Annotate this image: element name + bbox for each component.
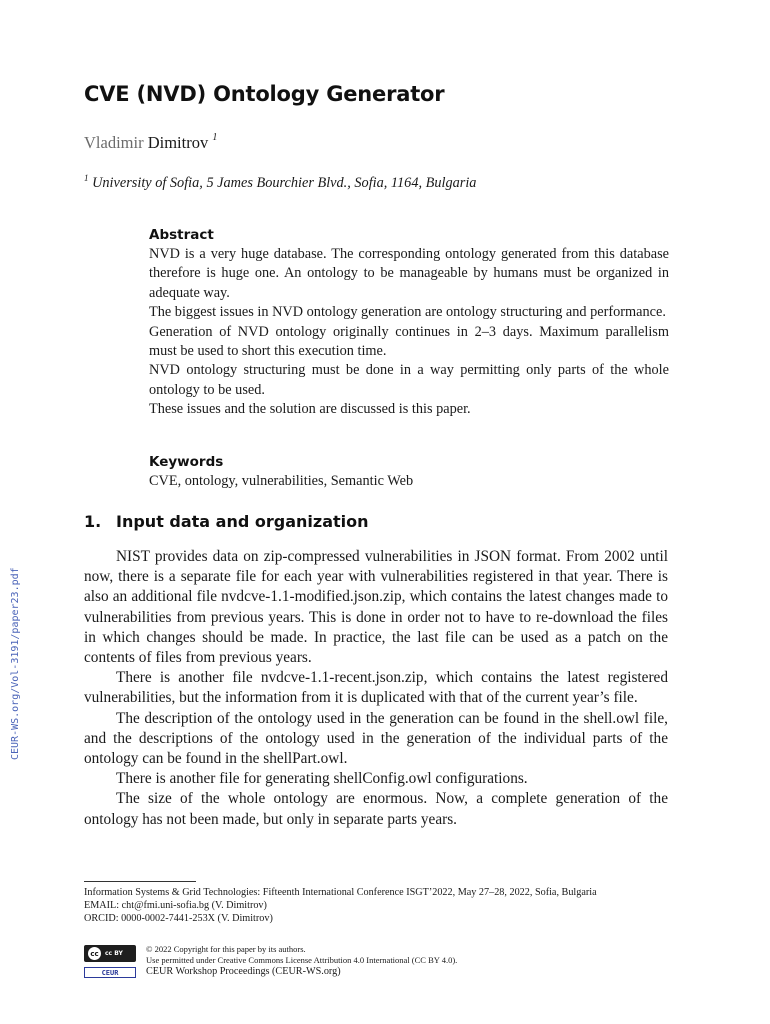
keywords-heading: Keywords xyxy=(149,454,224,470)
author-family-name: Dimitrov xyxy=(147,133,209,152)
cc-badge-label: cc BY xyxy=(105,950,123,957)
body-paragraph: There is another file for generating shellConfig.owl configurations. xyxy=(116,770,528,788)
section-title: Input data and organization xyxy=(116,512,369,531)
abstract-body xyxy=(149,245,669,420)
paper-title: CVE (NVD) Ontology Generator xyxy=(84,82,445,106)
body-paragraph: The size of the whole ontology are enormous. Now, a complete generation of the ontology has not been made, but only in separate parts years. xyxy=(84,790,668,828)
abstract-paragraph: The biggest issues in NVD ontology generation are ontology structuring and performance. xyxy=(149,304,666,321)
author-affiliation-mark: 1 xyxy=(212,131,218,143)
ceur-logo[interactable]: CEUR xyxy=(84,967,136,978)
footnote-orcid: ORCID: 0000-0002-7441-253X (V. Dimitrov) xyxy=(84,913,273,924)
license-text: Use permitted under Creative Commons License Attribution 4.0 International (CC BY 4.0). xyxy=(146,955,458,965)
section-body xyxy=(84,547,668,830)
affiliation-mark: 1 xyxy=(84,173,89,183)
footnote-email[interactable]: EMAIL: cht@fmi.uni-sofia.bg (V. Dimitrov) xyxy=(84,900,267,911)
body-paragraph: There is another file nvdcve-1.1-recent.json.zip, which contains the latest registered vulnerabilities, but the information from it is duplicated with that of the current year’s file. xyxy=(84,669,668,707)
keywords-text: CVE, ontology, vulnerabilities, Semantic Web xyxy=(149,473,414,489)
side-url-link[interactable]: CEUR-WS.org/Vol-3191/paper23.pdf xyxy=(10,567,21,760)
footnote-conference: Information Systems & Grid Technologies: Fifteenth International Conference ISGT’2022, May 27–28, 2022, Sofia, Bulgaria xyxy=(84,887,597,898)
author-given-name: Vladimir xyxy=(84,133,144,152)
license-note xyxy=(146,944,457,966)
section-number: 1. xyxy=(84,512,102,531)
affiliation xyxy=(84,173,476,192)
cc-by-license-icon[interactable] xyxy=(84,945,136,962)
body-paragraph: NIST provides data on zip-compressed vulnerabilities in JSON format. From 2002 until now, there is a separate file for each year with vulnerabilities registered in that year. There is also an additional file nvdcve-1.1-modified.json.zip, which contains the latest changes made to vulnerabilities from previous years. This is done in order not to have to re-download the files in which changes should be made. In practice, the last file can be used as a patch on the contents of files from previous years. xyxy=(84,548,668,667)
abstract-paragraph: Generation of NVD ontology originally continues in 2–3 days. Maximum parallelism must be used to short this execution time. xyxy=(149,323,669,360)
abstract-paragraph: These issues and the solution are discussed is this paper. xyxy=(149,401,471,418)
ceur-proceedings: CEUR Workshop Proceedings (CEUR-WS.org) xyxy=(146,966,341,977)
abstract-paragraph: NVD ontology structuring must be done in a way permitting only parts of the whole ontology to be used. xyxy=(149,362,669,398)
footnote-divider xyxy=(84,881,196,882)
copyright-text: © 2022 Copyright for this paper by its authors. xyxy=(146,944,306,954)
cc-icon: cc xyxy=(88,947,101,960)
section-heading xyxy=(84,512,369,531)
abstract-paragraph: NVD is a very huge database. The corresponding ontology generated from this database therefore is huge one. An ontology to be manageable by humans must be organized in adequate way. xyxy=(149,246,669,301)
body-paragraph: The description of the ontology used in the generation can be found in the shell.owl file, and the descriptions of the ontology used in the generation of the individual parts of the ontology can be found in the shellPart.owl. xyxy=(84,709,668,768)
author-line xyxy=(84,133,217,153)
abstract-heading: Abstract xyxy=(149,227,214,243)
affiliation-text: University of Sofia, 5 James Bourchier Blvd., Sofia, 1164, Bulgaria xyxy=(92,174,477,191)
